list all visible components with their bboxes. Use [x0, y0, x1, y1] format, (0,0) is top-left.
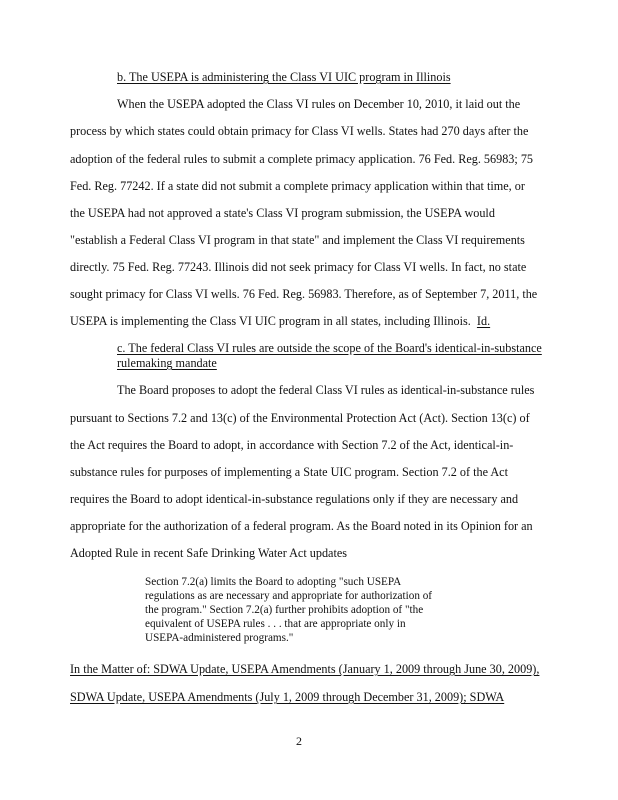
section-heading-c-line-2: rulemaking mandate: [117, 356, 217, 370]
para1-line-4: Fed. Reg. 77242. If a state did not submit a complete primacy application within that time, or: [70, 179, 525, 193]
para2-line-2: pursuant to Sections 7.2 and 13(c) of the Environmental Protection Act (Act). Section 13(c) of: [70, 411, 530, 425]
block-quote-line-4: equivalent of USEPA rules . . . that are appropriate only in: [145, 618, 406, 630]
para1-line-9: [70, 314, 490, 328]
page-number: 2: [296, 734, 302, 748]
para1-line-7: directly. 75 Fed. Reg. 77243. Illinois did not seek primacy for Class VI wells. In fact, no state: [70, 260, 527, 274]
citation-line-2: SDWA Update, USEPA Amendments (July 1, 2009 through December 31, 2009); SDWA: [70, 690, 505, 704]
para1-line-1: When the USEPA adopted the Class VI rules on December 10, 2010, it laid out the: [117, 97, 521, 111]
para2-line-3: the Act requires the Board to adopt, in accordance with Section 7.2 of the Act, identical-in-: [70, 438, 514, 452]
id-citation: Id.: [476, 314, 491, 328]
para2-line-4: substance rules for purposes of implementing a State UIC program. Section 7.2 of the Act: [70, 465, 508, 479]
citation-line-1: In the Matter of: SDWA Update, USEPA Amendments (January 1, 2009 through June 30, 2009),: [70, 662, 540, 676]
para2-line-5: requires the Board to adopt identical-in-substance regulations only if they are necessary and: [70, 492, 519, 506]
para1-line-3: adoption of the federal rules to submit a complete primacy application. 76 Fed. Reg. 56983; 75: [70, 152, 534, 166]
para2-line-1: The Board proposes to adopt the federal Class VI rules as identical-in-substance rules: [117, 383, 535, 397]
para1-line-6: "establish a Federal Class VI program in that state" and implement the Class VI requirements: [70, 233, 525, 247]
block-quote-line-3: the program." Section 7.2(a) further prohibits adoption of "the: [145, 604, 424, 616]
para1-line-2: process by which states could obtain primacy for Class VI wells. States had 270 days after the: [70, 124, 529, 138]
block-quote-line-1: Section 7.2(a) limits the Board to adopting "such USEPA: [145, 576, 402, 588]
block-quote-line-2: regulations as are necessary and appropriate for authorization of: [145, 590, 433, 602]
section-heading-c-line-1: c. The federal Class VI rules are outside the scope of the Board's identical-in-substance: [117, 341, 542, 355]
section-heading-b: b. The USEPA is administering the Class VI UIC program in Illinois: [117, 70, 451, 84]
para1-line-5: the USEPA had not approved a state's Class VI program submission, the USEPA would: [70, 206, 495, 220]
para1-line-8: sought primacy for Class VI wells. 76 Fed. Reg. 56983. Therefore, as of September 7, 2011, the: [70, 287, 538, 301]
para1-last-text: USEPA is implementing the Class VI UIC program in all states, including Illinois.: [70, 314, 471, 328]
block-quote-line-5: USEPA-administered programs.": [145, 632, 294, 644]
para2-line-6: appropriate for the authorization of a federal program. As the Board noted in its Opinion for an: [70, 519, 533, 533]
para2-line-7: Adopted Rule in recent Safe Drinking Water Act updates: [70, 546, 347, 560]
